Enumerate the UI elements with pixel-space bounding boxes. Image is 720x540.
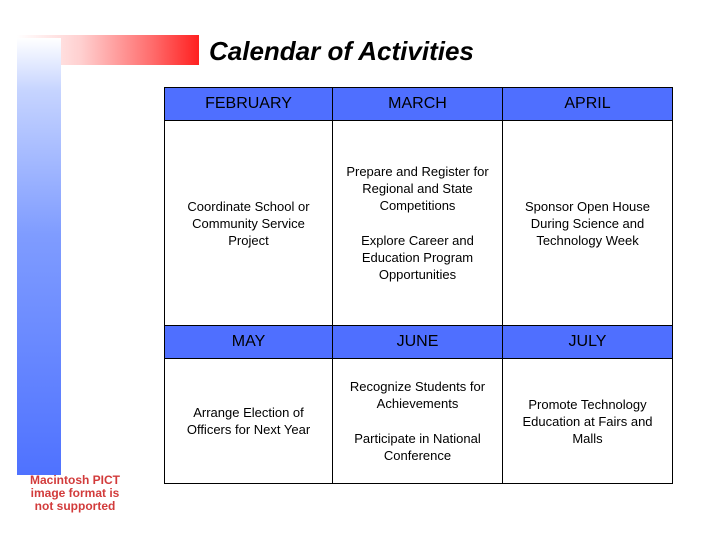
month-header-april: APRIL xyxy=(503,88,673,121)
activities-calendar-table xyxy=(164,87,673,484)
activity-text: Sponsor Open House During Science and Technology Week xyxy=(524,198,651,248)
unsupported-image-placeholder: Macintosh PICT image format is not supported xyxy=(29,473,120,513)
activity-text: Coordinate School or Community Service Project xyxy=(187,198,310,248)
month-header-july: JULY xyxy=(503,326,673,359)
month-header-may: MAY xyxy=(165,326,333,359)
activity-text: Explore Career and Education Program Opportunities xyxy=(361,233,474,282)
month-header-march: MARCH xyxy=(333,88,503,121)
activity-text: Recognize Students for Achievements xyxy=(349,379,486,411)
activity-cell-june xyxy=(333,359,503,484)
activity-cell-february xyxy=(165,121,333,326)
side-accent-bar xyxy=(17,38,61,475)
activity-cell-march xyxy=(333,121,503,326)
activity-cell-may xyxy=(165,359,333,484)
activity-row xyxy=(165,359,673,484)
activity-text: Arrange Election of Officers for Next Year xyxy=(186,405,311,437)
activity-text: Promote Technology Education at Fairs and Malls xyxy=(522,396,653,446)
month-header-june: JUNE xyxy=(333,326,503,359)
page-title: Calendar of Activities xyxy=(209,36,474,66)
activity-cell-july xyxy=(503,359,673,484)
activity-text: Participate in National Conference xyxy=(354,431,481,463)
activity-row xyxy=(165,121,673,326)
month-header-row xyxy=(165,88,673,121)
month-header-row xyxy=(165,326,673,359)
activity-text: Prepare and Register for Regional and State Competitions xyxy=(346,164,489,213)
month-header-february: FEBRUARY xyxy=(165,88,333,121)
activity-cell-april xyxy=(503,121,673,326)
